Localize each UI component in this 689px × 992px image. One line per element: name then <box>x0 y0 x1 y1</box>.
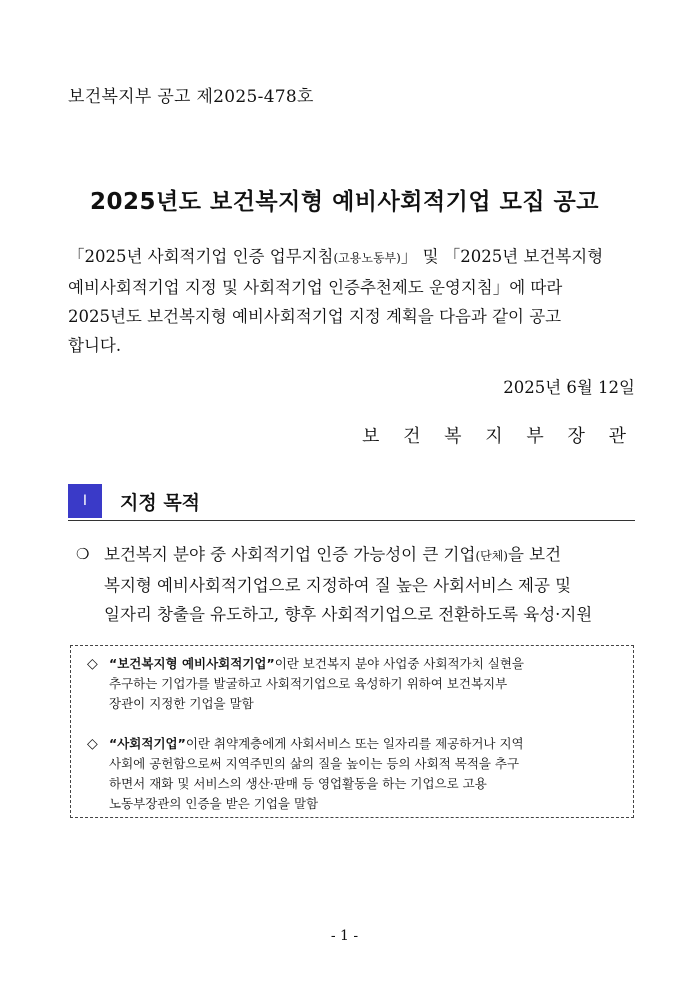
intro-line: 예비사회적기업 지정 및 사회적기업 인증추천제도 운영지침」에 따라 <box>68 278 563 297</box>
intro-line: 합니다. <box>68 336 122 355</box>
diamond-bullet-icon: ◇ <box>87 656 98 672</box>
definition-line: “보건복지형 예비사회적기업”이란 보건복지 분야 사업중 사회적가치 실현을 <box>109 656 524 671</box>
definition-line: 하면서 재화 및 서비스의 생산·판매 등 영업활동을 하는 기업으로 고용 <box>109 776 487 791</box>
section-header <box>68 484 635 521</box>
circle-bullet-icon: ❍ <box>76 545 90 563</box>
page-title: 2025년도 보건복지형 예비사회적기업 모집 공고 <box>90 189 599 215</box>
definition-line: “사회적기업”이란 취약계층에게 사회서비스 또는 일자리를 제공하거나 지역 <box>109 736 524 751</box>
purpose-line: 복지형 예비사회적기업으로 지정하여 질 높은 사회서비스 제공 및 <box>104 576 572 595</box>
definition-line: 추구하는 기업가를 발굴하고 사회적기업으로 육성하기 위하여 보건복지부 <box>109 676 508 691</box>
definition-line: 사회에 공헌함으로써 지역주민의 삶의 질을 높이는 등의 사회적 목적을 추구 <box>109 756 520 771</box>
page-number: - 1 - <box>330 928 359 944</box>
purpose-line: 보건복지 분야 중 사회적기업 인증 가능성이 큰 기업(단체)을 보건 <box>104 545 562 564</box>
intro-line: 「2025년 사회적기업 인증 업무지침(고용노동부)」 및 「2025년 보건복지형 <box>68 247 604 266</box>
section-number-badge: Ⅰ <box>68 484 102 518</box>
definition-box <box>70 645 634 818</box>
issuer-signature: 보 건 복 지 부 장 관 <box>361 426 635 447</box>
notice-number: 보건복지부 공고 제2025-478호 <box>68 87 314 107</box>
intro-line: 2025년도 보건복지형 예비사회적기업 지정 계획을 다음과 같이 공고 <box>68 307 562 326</box>
notice-date: 2025년 6월 12일 <box>503 378 635 397</box>
definition-line: 노동부장관의 인증을 받은 기업을 말함 <box>109 796 319 811</box>
purpose-line: 일자리 창출을 유도하고, 향후 사회적기업으로 전환하도록 육성·지원 <box>104 605 593 624</box>
section-title: 지정 목적 <box>120 492 201 514</box>
definition-line: 장관이 지정한 기업을 말함 <box>109 696 254 711</box>
diamond-bullet-icon: ◇ <box>87 736 98 752</box>
intro-paragraph <box>68 242 635 360</box>
